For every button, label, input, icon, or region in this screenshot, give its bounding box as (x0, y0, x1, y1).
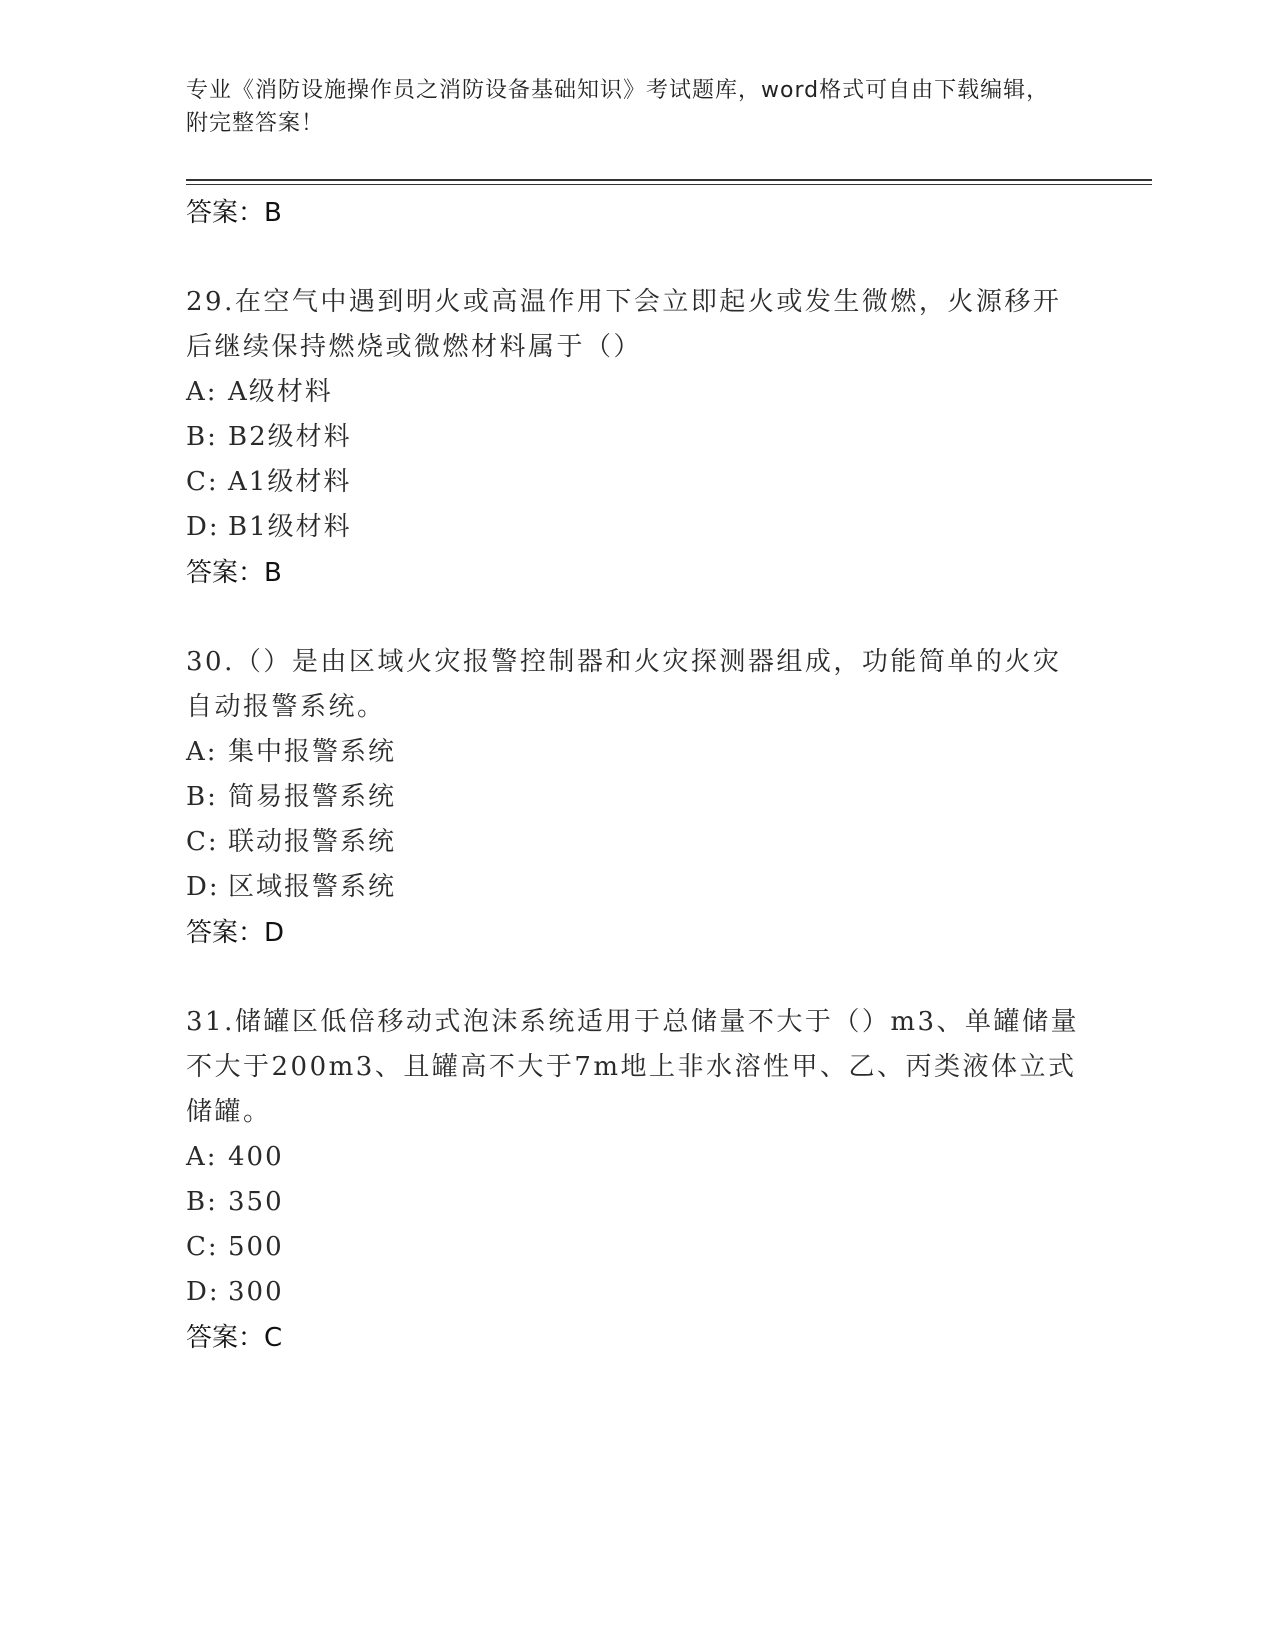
option-c (186, 1225, 1086, 1270)
answer-line: 答案：D (186, 918, 285, 948)
option-key: B: (186, 782, 218, 812)
option-text: 300 (228, 1277, 284, 1307)
option-key: B: (186, 422, 218, 452)
option-b (186, 1180, 1086, 1225)
option-d (186, 505, 1086, 550)
option-b (186, 415, 1086, 460)
option-key: C: (186, 467, 219, 497)
document-header: 专业《消防设施操作员之消防设备基础知识》考试题库，word格式可自由下载编辑，附完整答案！ (186, 78, 1050, 136)
option-key: A: (186, 377, 218, 407)
answer-line: 答案：C (186, 1323, 283, 1353)
option-a (186, 730, 1086, 775)
question-stem: 29.在空气中遇到明火或高温作用下会立即起火或发生微燃，火源移开后继续保持燃烧或微燃材料属于（） (186, 287, 1062, 362)
option-key: B: (186, 1187, 218, 1217)
question-stem: 30.（）是由区域火灾报警控制器和火灾探测器组成，功能简单的火灾自动报警系统。 (186, 647, 1062, 722)
option-key: A: (186, 737, 218, 767)
option-a (186, 1135, 1086, 1180)
option-key: D: (186, 512, 220, 542)
option-text: A级材料 (228, 377, 333, 407)
header-rule-thick (186, 179, 1152, 181)
option-d (186, 1270, 1086, 1315)
option-text: B2级材料 (228, 422, 352, 452)
question-list (186, 190, 1086, 1361)
header-rule-thin (186, 184, 1152, 185)
option-text: 简易报警系统 (228, 782, 397, 812)
option-b (186, 775, 1086, 820)
option-text: 350 (228, 1187, 284, 1217)
option-text: B1级材料 (228, 512, 352, 542)
option-text: 500 (228, 1232, 284, 1262)
option-key: D: (186, 1277, 220, 1307)
option-text: 区域报警系统 (228, 872, 397, 902)
option-a (186, 370, 1086, 415)
option-c (186, 820, 1086, 865)
option-key: C: (186, 827, 219, 857)
question-stem: 31.储罐区低倍移动式泡沫系统适用于总储量不大于（）m3、单罐储量不大于200m3、且罐高不大于7m地上非水溶性甲、乙、丙类液体立式储罐。 (186, 1007, 1080, 1127)
option-text: 集中报警系统 (228, 737, 397, 767)
question-31 (186, 1000, 1086, 1361)
option-text: 400 (228, 1142, 284, 1172)
option-key: A: (186, 1142, 218, 1172)
option-key: C: (186, 1232, 219, 1262)
option-key: D: (186, 872, 220, 902)
question-30 (186, 640, 1086, 956)
answer-line: 答案：B (186, 558, 282, 588)
previous-answer: 答案：B (186, 198, 282, 228)
option-text: 联动报警系统 (228, 827, 397, 857)
option-text: A1级材料 (228, 467, 352, 497)
option-d (186, 865, 1086, 910)
question-29 (186, 280, 1086, 596)
option-c (186, 460, 1086, 505)
